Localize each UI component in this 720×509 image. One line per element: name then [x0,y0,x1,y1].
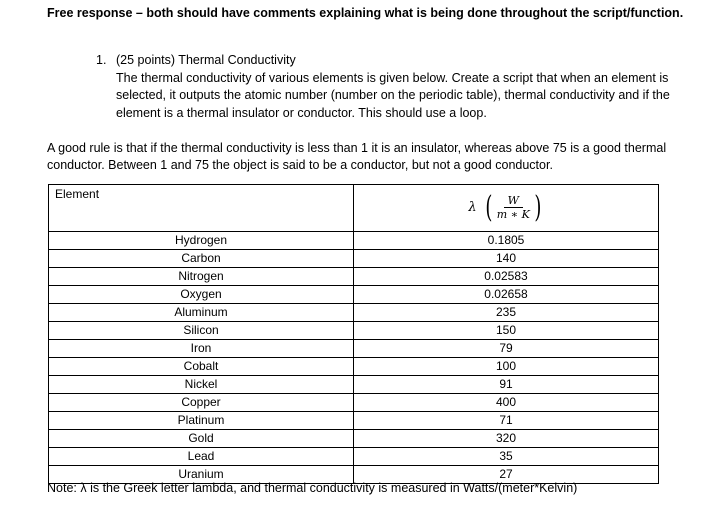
header-element: Element [49,185,354,232]
table-row [49,322,659,340]
table-row [49,430,659,448]
header-conductivity [354,185,659,232]
question-body [116,52,686,122]
element-name: Oxygen [49,286,354,304]
element-name: Carbon [49,250,354,268]
table-row [49,448,659,466]
conductivity-value: 35 [354,448,659,466]
conductivity-value: 0.02658 [354,286,659,304]
conductivity-value: 91 [354,376,659,394]
element-name: Aluminum [49,304,354,322]
conductivity-value: 0.02583 [354,268,659,286]
left-paren: ( [485,190,493,225]
table-row [49,286,659,304]
element-name: Cobalt [49,358,354,376]
unit-fraction [495,194,532,222]
unit-denominator: m ∗ K [496,208,530,221]
table-row [49,268,659,286]
element-name: Platinum [49,412,354,430]
conductivity-value: 0.1805 [354,232,659,250]
unit-expression [483,190,544,225]
table-row [49,250,659,268]
lambda-symbol: λ [468,200,477,216]
conductivity-value: 27 [354,466,659,484]
element-name: Iron [49,340,354,358]
element-name: Uranium [49,466,354,484]
conductivity-value: 150 [354,322,659,340]
conductivity-rule: A good rule is that if the thermal conductivity is less than 1 it is an insulator, whereas above 75 is a good thermal conductor. Between 1 and 75 the object is said to be a conductor, but not a good conductor. [47,141,667,172]
question-description: The thermal conductivity of various elements is given below. Create a script that when an element is selected, it outputs the atomic number (number on the periodic table), thermal conductivity and if the element is a thermal insulator or conductor. This should use a loop. [116,70,670,120]
conductivity-value: 140 [354,250,659,268]
conductivity-value: 235 [354,304,659,322]
element-name: Gold [49,430,354,448]
question-number: 1. [96,53,107,67]
element-name: Silicon [49,322,354,340]
table-row [49,304,659,322]
conductivity-value: 100 [354,358,659,376]
element-name: Copper [49,394,354,412]
unit-numerator: W [504,194,523,208]
table-row [49,376,659,394]
table-header-row [49,185,659,232]
conductivity-value: 71 [354,412,659,430]
conductivity-value: 79 [354,340,659,358]
table-row [49,394,659,412]
table-row [49,232,659,250]
element-name: Hydrogen [49,232,354,250]
question-title: (25 points) Thermal Conductivity [116,53,296,67]
element-name: Nitrogen [49,268,354,286]
section-heading: Free response – both should have comments explaining what is being done throughout the script/function. [47,6,684,20]
table-row [49,358,659,376]
conductivity-value: 400 [354,394,659,412]
right-paren: ) [534,190,542,225]
conductivity-value: 320 [354,430,659,448]
conductivity-table [48,184,659,484]
element-name: Lead [49,448,354,466]
footnote: Note: λ is the Greek letter lambda, and thermal conductivity is measured in Watts/(meter*Kelvin) [47,481,578,495]
element-name: Nickel [49,376,354,394]
table-row [49,412,659,430]
table-row [49,340,659,358]
